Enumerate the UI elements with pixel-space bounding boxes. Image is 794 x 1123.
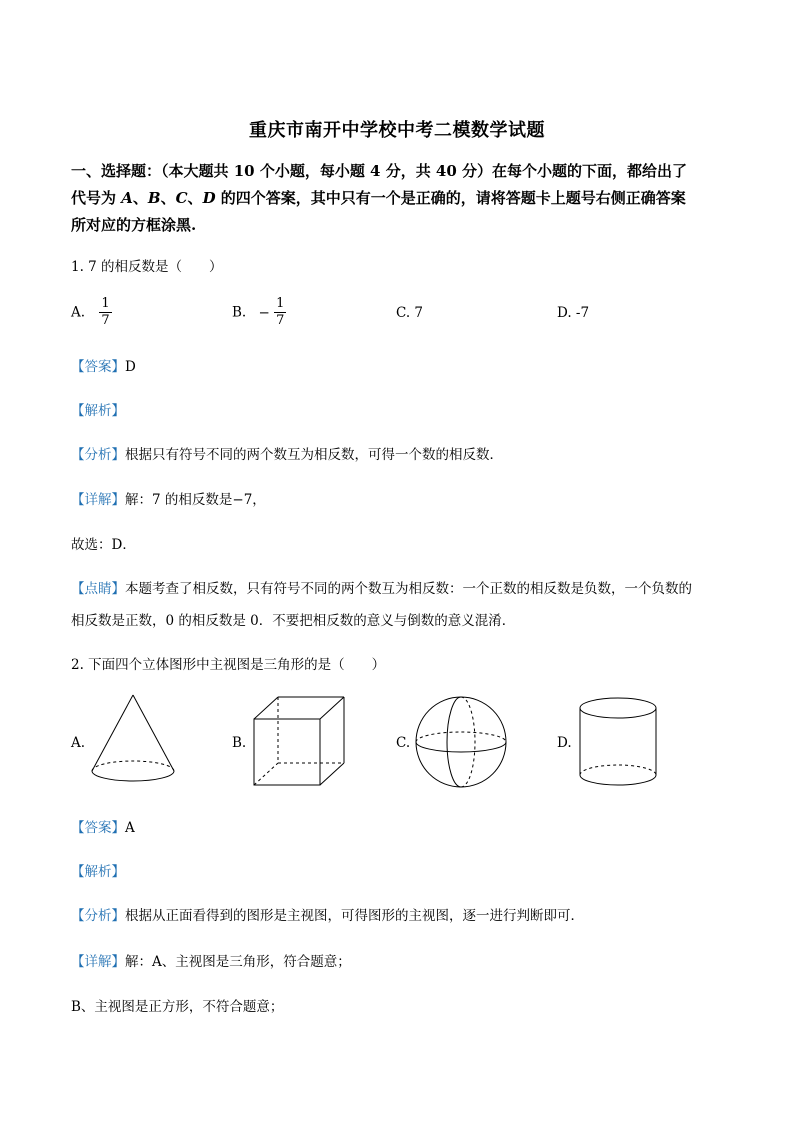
section-heading-line-1: 一、选择题：（本大题共 10 个小题，每小题 4 分，共 40 分）在每个小题的下面，都给出了 — [71, 162, 688, 180]
q1-answer — [71, 355, 136, 375]
q2-option-d-label: D. — [557, 735, 572, 751]
text-fragment: 、 — [187, 189, 203, 207]
answer-value: D — [125, 359, 136, 375]
fraction — [274, 296, 286, 329]
q1-option-d: D. -7 — [557, 305, 590, 321]
dianjing-text: 本题考查了相反数，只有符号不同的两个数互为相反数：一个正数的相反数是负数，一个负数的 — [125, 581, 692, 597]
section-heading-line-3: 所对应的方框涂黑. — [71, 216, 197, 234]
answer-tag: 【答案】 — [71, 359, 125, 375]
fenxi-tag: 【分析】 — [71, 908, 125, 924]
cone-figure — [88, 692, 178, 788]
cube-figure — [250, 694, 350, 788]
fraction — [99, 296, 111, 329]
q1-option-b — [232, 296, 286, 329]
text-fragment: 、 — [132, 189, 148, 207]
denominator: 7 — [101, 313, 110, 328]
text-fragment: 、 — [160, 189, 176, 207]
option-letter: B — [147, 189, 161, 207]
cylinder-figure — [576, 695, 660, 789]
answer-value: A — [125, 820, 135, 836]
xiangjie-tag: 【详解】 — [71, 492, 125, 508]
option-label: B. — [232, 304, 247, 321]
q1-xiangjie — [71, 488, 266, 508]
answer-tag: 【答案】 — [71, 820, 125, 836]
q1-dianjing-line-1 — [71, 577, 692, 597]
question-2-stem: 2. 下面四个立体图形中主视图是三角形的是（ ） — [71, 657, 386, 673]
q1-fenxi — [71, 443, 503, 463]
numerator: 1 — [101, 296, 110, 311]
denominator: 7 — [276, 313, 285, 328]
sphere-figure — [413, 694, 509, 790]
q2-xiangjie — [71, 950, 351, 970]
option-label: A. — [71, 304, 86, 321]
q1-choose: 故选：D． — [71, 537, 136, 553]
xiangjie-text: 解：7 的相反数是−7， — [125, 492, 266, 508]
xiangjie-text: 解：A、主视图是三角形，符合题意； — [125, 954, 351, 970]
fenxi-text: 根据从正面看得到的图形是主视图，可得图形的主视图，逐一进行判断即可． — [125, 908, 584, 924]
q2-option-c-label: C. — [396, 735, 411, 751]
q2-option-a-label: A. — [71, 735, 86, 751]
section-heading-line-2 — [71, 185, 686, 212]
q2-fenxi — [71, 904, 584, 924]
q2-option-b-label: B. — [232, 735, 247, 751]
option-letter: D — [202, 189, 216, 207]
option-letter: A — [121, 189, 133, 207]
page-title: 重庆市南开中学校中考二模数学试题 — [249, 120, 545, 141]
option-letter: C — [175, 189, 188, 207]
fenxi-text: 根据只有符号不同的两个数互为相反数，可得一个数的相反数． — [125, 447, 503, 463]
fenxi-tag: 【分析】 — [71, 447, 125, 463]
text-fragment: 代号为 — [71, 189, 122, 207]
q1-option-a — [71, 296, 112, 329]
question-1-stem: 1. 7 的相反数是（ ） — [71, 259, 223, 275]
q2-line-b: B、主视图是正方形，不符合题意； — [71, 999, 284, 1015]
text-fragment: 的四个答案，其中只有一个是正确的，请将答题卡上题号右侧正确答案 — [215, 189, 686, 207]
numerator: 1 — [276, 296, 285, 311]
q1-dianjing-line-2: 相反数是正数，0 的相反数是 0．不要把相反数的意义与倒数的意义混淆． — [71, 613, 516, 629]
q1-analysis-tag: 【解析】 — [71, 403, 125, 419]
q1-option-c: C. 7 — [396, 305, 424, 321]
q2-analysis-tag: 【解析】 — [71, 864, 125, 880]
xiangjie-tag: 【详解】 — [71, 954, 125, 970]
dianjing-tag: 【点睛】 — [71, 581, 125, 597]
q2-answer — [71, 816, 135, 836]
minus-sign: − — [258, 304, 270, 321]
